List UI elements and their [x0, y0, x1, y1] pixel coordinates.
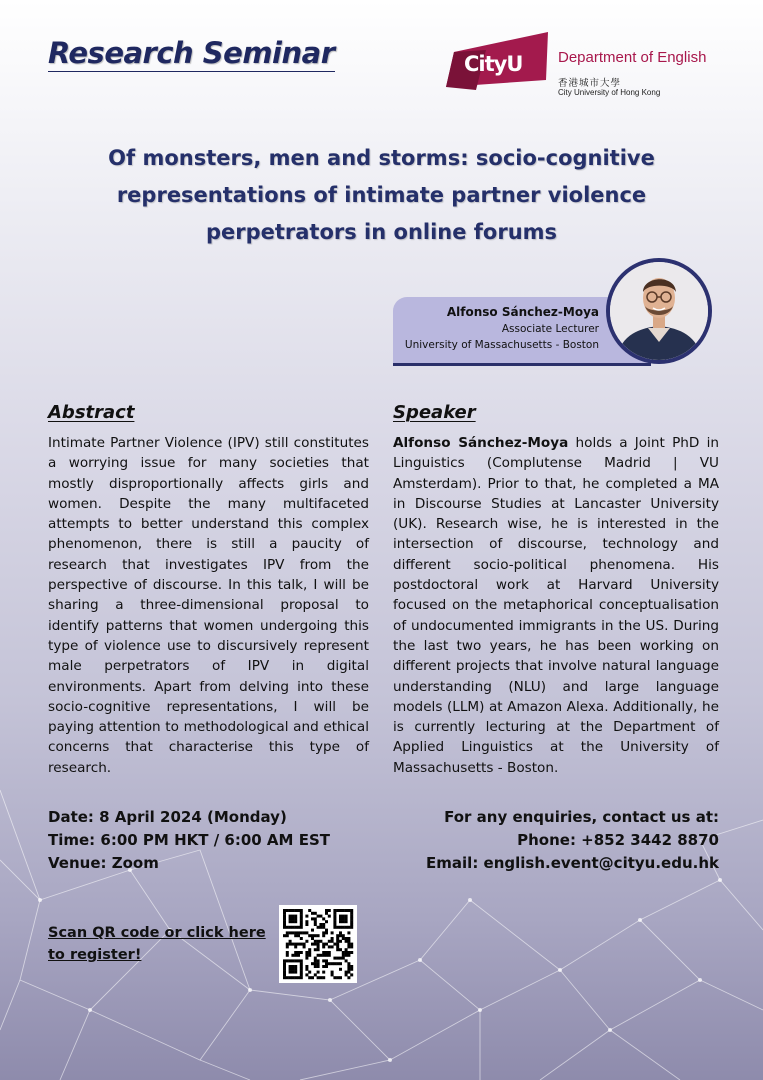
- register-line: to register!: [48, 947, 142, 963]
- speaker-photo-frame: [606, 258, 712, 364]
- speaker-bio: [393, 433, 719, 778]
- event-venue: Venue: Zoom: [48, 854, 159, 872]
- university-chinese-name: 香港城市大學: [558, 78, 622, 89]
- cityu-logo: [446, 32, 726, 102]
- title-line: perpetrators in online forums: [205, 220, 558, 244]
- event-date: Date: 8 April 2024 (Monday): [48, 808, 287, 826]
- event-time: Time: 6:00 PM HKT / 6:00 AM EST: [48, 831, 330, 849]
- event-details: [48, 806, 330, 875]
- title-line: representations of intimate partner violence: [116, 183, 647, 207]
- contact-phone: Phone: +852 3442 8870: [517, 831, 719, 849]
- speaker-card-role: Associate Lecturer: [501, 323, 599, 335]
- contact-email[interactable]: Email: english.event@cityu.edu.hk: [426, 854, 719, 872]
- contact-details: [426, 806, 719, 875]
- speaker-portrait-icon: [610, 262, 708, 360]
- abstract-heading: Abstract: [48, 402, 135, 423]
- speaker-heading: Speaker: [393, 402, 476, 423]
- speaker-bio-text: holds a Joint PhD in Linguistics (Complutense Madrid | VU Amsterdam). Prior to that, he completed a MA in Discourse Studies at Lancaster University (UK). Research wise, he is interested in the intersection of discourse, technology and different socio-political phenomena. His postdoctoral work at Harvard University focused on the metaphorical conceptualisation of undocumented immigrants in the US. During the last two years, he has been working on different projects that involve natural language understanding (NLU) and large language models (LLM) at Amazon Alexa. Additionally, he is currently lecturing at the Department of Applied Linguistics at the University of Massachusetts - Boston.: [393, 435, 720, 776]
- register-link[interactable]: [48, 922, 268, 966]
- title-line: Of monsters, men and storms: socio-cognitive: [108, 146, 655, 170]
- university-english-name: City University of Hong Kong: [558, 88, 661, 97]
- abstract-text: Intimate Partner Violence (IPV) still constitutes a worrying issue for many societies that mostly disproportionally affects girls and women. Despite the many multifaceted attempts to better understand this complex phenomenon, there is still a paucity of research that investigates IPV from the perspective of discourse. In this talk, I will be sharing a three-dimensional proposal to identify patterns that women undergoing this type of violence use to discursively represent male perpetrators of IPV in digital environments. Apart from delving into these socio-cognitive representations, I will be paying attention to methodological and ethical concerns that characterise this type of research.: [48, 435, 369, 776]
- qr-code-icon[interactable]: [279, 905, 357, 983]
- speaker-photo: [610, 262, 708, 360]
- register-line: Scan QR code or click here: [48, 925, 266, 941]
- speaker-card-name: Alfonso Sánchez-Moya: [446, 305, 599, 319]
- speaker-bio-name: Alfonso Sánchez-Moya: [393, 435, 569, 451]
- talk-title: [80, 140, 683, 251]
- contact-lead: For any enquiries, contact us at:: [444, 808, 719, 826]
- logo-text: CityU: [464, 52, 523, 76]
- department-name: Department of English: [558, 49, 707, 66]
- speaker-card-affiliation: University of Massachusetts - Boston: [404, 339, 599, 351]
- seminar-heading: Research Seminar: [48, 36, 335, 70]
